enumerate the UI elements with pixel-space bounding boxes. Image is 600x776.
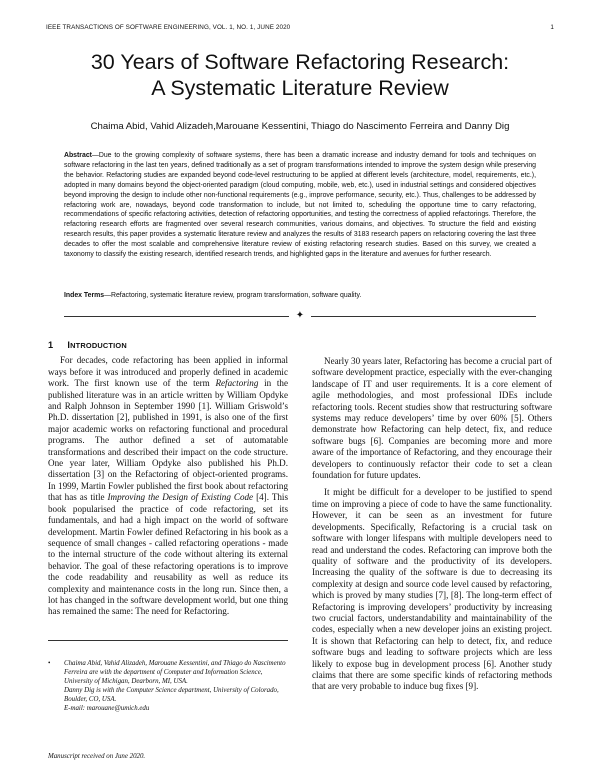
separator-line-left: [64, 316, 289, 317]
index-terms-text: —Refactoring, systematic literature review, program transformation, software quality.: [104, 292, 362, 299]
footnote-affiliation-1: Chaima Abid, Vahid Alizadeh, Marouane Kessentini, and Thiago do Nascimento Ferreira are with the department of Computer and Information Science, University of Michigan, Dearborn, MI, USA.: [64, 660, 286, 685]
abstract: [64, 151, 536, 260]
footnote-rule: [48, 640, 288, 641]
section-title-rest: NTRODUCTION: [70, 341, 127, 350]
abstract-label: Abstract: [64, 152, 92, 159]
paper-title: [40, 49, 560, 101]
manuscript-received: Manuscript received on June 2020.: [48, 753, 146, 760]
section-separator: [64, 312, 536, 322]
section-title-first-letter: I: [67, 340, 71, 350]
title-line-2: A Systematic Literature Review: [151, 76, 449, 100]
footnote-affiliation-2: Danny Dig is with the Computer Science department, University of Colorado, Boulder, CO, USA.: [64, 686, 279, 703]
body-paragraph: It might be difficult for a developer to be justified to spend time on improving a piece of code to have the same functionality. However, it can be seen as an investment for future developments. Specifically, Refactoring is a crucial task on software with longer lifespans with multiple developers need to read and understand the codes. Refactoring can improve both the quality of software and the productivity of its developers. Increasing the quality of the software is due to decreasing its complexity at design and source code level caused by refactoring, which is proved by many studies [7], [8]. The long-term effect of Refactoring is improving developers’ productivity by increasing two crucial factors, understandability and maintainability of the codes, especially when a new developer joins an existing project. It is shown that Refactoring can help to detect, fix, and reduce software bugs and leading to software projects which are less likely to expose bug in development process [6]. Another study claims that there are some specific kinds of refactoring methods that are very probable to induce bug fixes [9].: [312, 487, 552, 692]
text-run: [4]. This book popularised the practice of code refactoring, set its fundamentals, and had a high impact on the world of software development. Martin Fowler defined Refactoring in his book as a sequence of small changes - called refactoring operations - made to the internal structure of the code without altering its external behavior. The goal of these refactoring operations is to improve the code readability and reusability as well as reduce its complexity and maintenance costs in the long run. Since then, a lot has changed in the software development world, but one thing has remained the same: The need for Refactoring.: [48, 492, 288, 617]
page-number: 1: [550, 24, 554, 31]
right-column: [312, 356, 552, 693]
section-heading: [48, 340, 288, 351]
running-header: [46, 24, 554, 31]
index-terms: [64, 292, 536, 299]
title-line-1: 30 Years of Software Refactoring Research:: [90, 50, 510, 74]
footnote-email: E-mail: marouane@umich.edu: [64, 704, 150, 712]
text-run: in the published literature was in an article written by William Opdyke and Ralph Johnson in September 1990 [1]. William Griswold’s Ph.D. dissertation [2], published in 1991, is also one of the first major academic works on refactoring functional and procedural programs. The author defined a set of automatable transformations and described their impact on the code structure. One year later, William Opdyke also published his Ph.D. dissertation [3] on the Refactoring of object-oriented programs. In 1999, Martin Fowler published the first book about refactoring that has as title: [48, 378, 289, 503]
abstract-text: —Due to the growing complexity of software systems, there has been a dramatic increase and industry demand for tools and techniques on software refactoring in the last ten years, defined traditionally as a set of program transformations intended to improve the system design while preserving the behavior. Refactoring studies are expanded beyond code-level restructuring to be applied at different levels (architecture, model, requirements, etc.), adopted in many domains beyond the object-oriented paradigm (cloud computing, mobile, web, etc.), used in industrial settings and considered objectives beyond improving the design to include other non-functional requirements (e.g., improve performance, security, etc.). Thus, challenges to be addressed by refactoring work are, nowadays, beyond code transformation to include, but not limited to, scheduling the opportune time to carry refactoring, recommendations of specific refactoring activities, detection of refactoring opportunities, and testing the correctness of applied refactorings. Therefore, the refactoring research efforts are fragmented over several research communities, various domains, and objectives. To structure the field and existing research results, this paper provides a systematic literature review and analyzes the results of 3183 research papers on refactoring covering the last three decades to offer the most scalable and comprehensive literature review of existing refactoring research studies. Based on this survey, we created a taxonomy to classify the existing research, identified research trends, and highlighted gaps in the literature and avenues for further research.: [64, 152, 536, 259]
intro-paragraph: [48, 355, 288, 617]
index-terms-label: Index Terms: [64, 292, 105, 299]
journal-name: IEEE TRANSACTIONS OF SOFTWARE ENGINEERING, VOL. 1, NO. 1, JUNE 2020: [46, 24, 291, 31]
bullet-icon: •: [48, 660, 51, 667]
author-list: Chaima Abid, Vahid Alizadeh,Marouane Kessentini, Thiago do Nascimento Ferreira and Danny Dig: [90, 121, 510, 132]
text-run: For decades, code refactoring has been applied in informal ways before it was introduced and properly defined in academic work. The first known use of the term: [48, 355, 288, 389]
body-paragraph: Nearly 30 years later, Refactoring has become a crucial part of software development practice, especially with the ever-changing landscape of IT and user requirements. It is a core element of agile methodologies, and most professional IDEs include refactoring tools. Recent studies show that restructuring software systems may reduce developers’ time by over 60% [5]. Others demonstrate how Refactoring can help detect, fix, and reduce software bugs [6]. Companies are becoming more and more aware of the importance of Refactoring, and they encourage their developers to continuously refactor their code to set a clean foundation for future updates.: [312, 356, 552, 481]
diamond-icon: ✦: [295, 310, 305, 321]
left-column: [48, 340, 288, 618]
refactoring-term: Refactoring: [215, 378, 259, 389]
section-number: 1: [48, 340, 54, 350]
book-title: Improving the Design of Existing Code: [107, 492, 254, 503]
author-footnote: [48, 660, 288, 713]
separator-line-right: [311, 316, 536, 317]
